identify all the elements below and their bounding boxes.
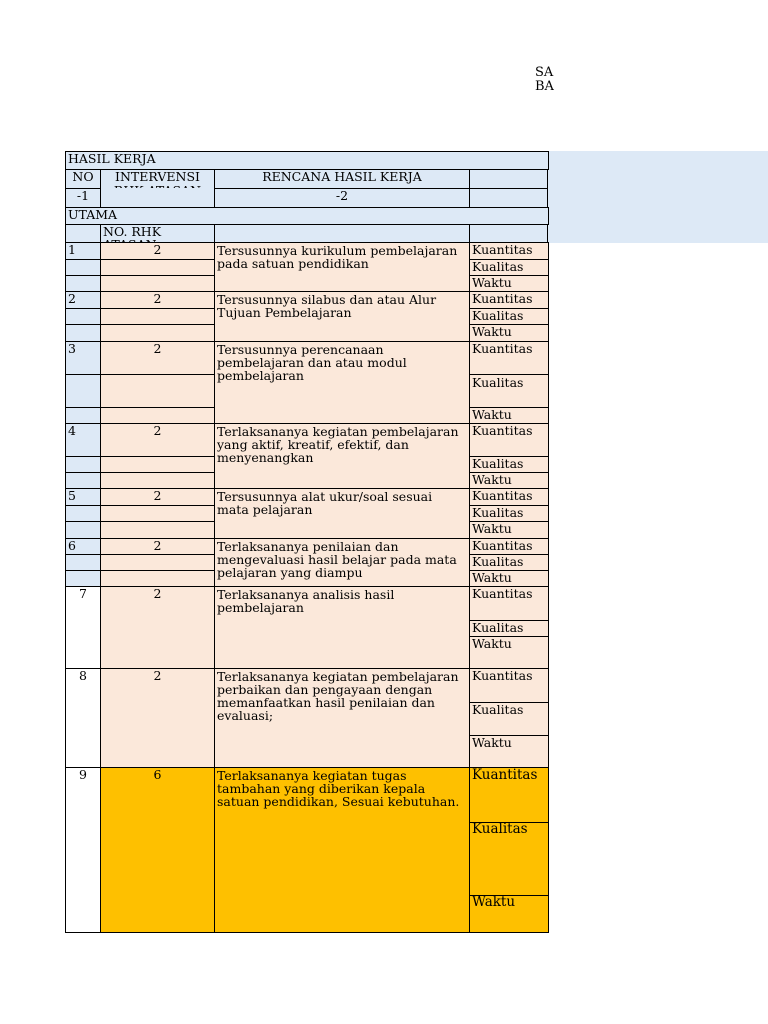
row-no: 1	[65, 242, 101, 260]
row-no-empty	[65, 374, 101, 408]
row-no: 6	[65, 538, 101, 555]
row-no: 8	[65, 668, 101, 769]
col-header-rencana: RENCANA HASIL KERJA	[214, 169, 470, 189]
row-no-rhk-empty	[100, 374, 215, 408]
col-header-no: NO	[65, 169, 101, 189]
row-no-rhk: 2	[100, 341, 215, 375]
row-indikator-kualitas: Kualitas	[469, 374, 549, 408]
row-indikator-kuantitas: Kuantitas	[469, 242, 549, 260]
row-no-rhk: 6	[100, 767, 215, 933]
row-no-rhk-empty	[100, 554, 215, 571]
row-rencana-hasil-kerja: Terlaksananya analisis hasil pembelajaran	[214, 586, 470, 670]
row-no: 7	[65, 586, 101, 670]
row-indikator-kuantitas: Kuantitas	[469, 291, 549, 309]
row-rencana-hasil-kerja: Terlaksananya kegiatan pembelajaran yang aktif, kreatif, efektif, dan menyenangkan	[214, 423, 470, 490]
row-rencana-hasil-kerja: Terlaksananya kegiatan tugas tambahan yang diberikan kepala satuan pendidikan, Sesuai kebutuhan.	[214, 767, 470, 933]
row-indikator-kuantitas: Kuantitas	[469, 586, 549, 621]
row-indikator-kualitas: Kualitas	[469, 554, 549, 571]
row-indikator-waktu: Waktu	[469, 895, 549, 933]
row-indikator-kuantitas: Kuantitas	[469, 341, 549, 375]
row-indikator-waktu: Waktu	[469, 735, 549, 769]
row-rencana-hasil-kerja: Terlaksananya kegiatan pembelajaran perbaikan dan pengayaan dengan memanfaatkan hasil penilaian dan evaluasi;	[214, 668, 470, 769]
row-indikator-waktu: Waktu	[469, 275, 549, 293]
col-number-rencana: -2	[214, 188, 470, 208]
sub-header-rencana	[214, 224, 470, 243]
row-no-rhk: 2	[100, 291, 215, 309]
row-no-empty	[65, 521, 101, 539]
row-no-empty	[65, 324, 101, 342]
row-indikator-kualitas: Kualitas	[469, 259, 549, 276]
row-no-rhk: 2	[100, 586, 215, 670]
row-indikator-kualitas: Kualitas	[469, 702, 549, 736]
sub-header-no-rhk: NO. RHK	[100, 224, 215, 243]
row-indikator-kualitas: Kualitas	[469, 505, 549, 522]
sub-header-no	[65, 224, 101, 243]
header-line-2: BA	[535, 79, 554, 94]
row-no-rhk: 2	[100, 668, 215, 769]
row-no-empty	[65, 456, 101, 473]
row-no: 3	[65, 341, 101, 375]
row-indikator-kualitas: Kualitas	[469, 308, 549, 325]
row-indikator-waktu: Waktu	[469, 570, 549, 588]
section-utama: UTAMA	[65, 207, 549, 225]
col-number-intervensi	[100, 188, 215, 208]
row-indikator-waktu: Waktu	[469, 636, 549, 670]
col-header-indikator	[469, 169, 548, 189]
row-indikator-waktu: Waktu	[469, 407, 549, 425]
row-rencana-hasil-kerja: Terlaksananya penilaian dan mengevaluasi hasil belajar pada mata pelajaran yang diampu	[214, 538, 470, 588]
row-no: 5	[65, 488, 101, 506]
row-rencana-hasil-kerja: Tersusunnya kurikulum pembelajaran pada satuan pendidikan	[214, 242, 470, 293]
row-indikator-kualitas: Kualitas	[469, 456, 549, 473]
row-no-empty	[65, 308, 101, 325]
row-indikator-kuantitas: Kuantitas	[469, 423, 549, 457]
section-title: HASIL KERJA	[65, 151, 549, 170]
header-band	[548, 151, 768, 243]
row-no-rhk-empty	[100, 308, 215, 325]
row-rencana-hasil-kerja: Tersusunnya perencanaan pembelajaran dan atau modul pembelajaran	[214, 341, 470, 425]
row-no-rhk-empty	[100, 456, 215, 473]
row-rencana-hasil-kerja: Tersusunnya alat ukur/soal sesuai mata pelajaran	[214, 488, 470, 539]
row-no-empty	[65, 259, 101, 276]
row-no-empty	[65, 505, 101, 522]
row-indikator-kualitas: Kualitas	[469, 822, 549, 896]
col-number-indikator	[469, 188, 548, 208]
row-indikator-kualitas: Kualitas	[469, 620, 549, 637]
row-indikator-waktu: Waktu	[469, 521, 549, 539]
col-header-intervensi: INTERVENSI	[100, 169, 215, 189]
row-no-rhk-empty	[100, 324, 215, 342]
row-indikator-kuantitas: Kuantitas	[469, 668, 549, 703]
row-no-empty	[65, 554, 101, 571]
header-line-1: SA	[535, 65, 554, 80]
row-no-rhk: 2	[100, 423, 215, 457]
row-indikator-waktu: Waktu	[469, 324, 549, 342]
row-no-rhk-empty	[100, 259, 215, 276]
row-no-rhk: 2	[100, 242, 215, 260]
row-no: 9	[65, 767, 101, 933]
row-rencana-hasil-kerja: Tersusunnya silabus dan atau Alur Tujuan Pembelajaran	[214, 291, 470, 342]
row-no-rhk: 2	[100, 538, 215, 555]
row-no-rhk: 2	[100, 488, 215, 506]
col-number-no: -1	[65, 188, 101, 208]
row-indikator-kuantitas: Kuantitas	[469, 538, 549, 555]
row-indikator-kuantitas: Kuantitas	[469, 488, 549, 506]
row-no-rhk-empty	[100, 521, 215, 539]
row-no: 2	[65, 291, 101, 309]
row-no-rhk-empty	[100, 505, 215, 522]
row-no: 4	[65, 423, 101, 457]
sub-header-indikator	[469, 224, 548, 243]
row-indikator-kuantitas: Kuantitas	[469, 767, 549, 823]
row-indikator-waktu: Waktu	[469, 472, 549, 490]
